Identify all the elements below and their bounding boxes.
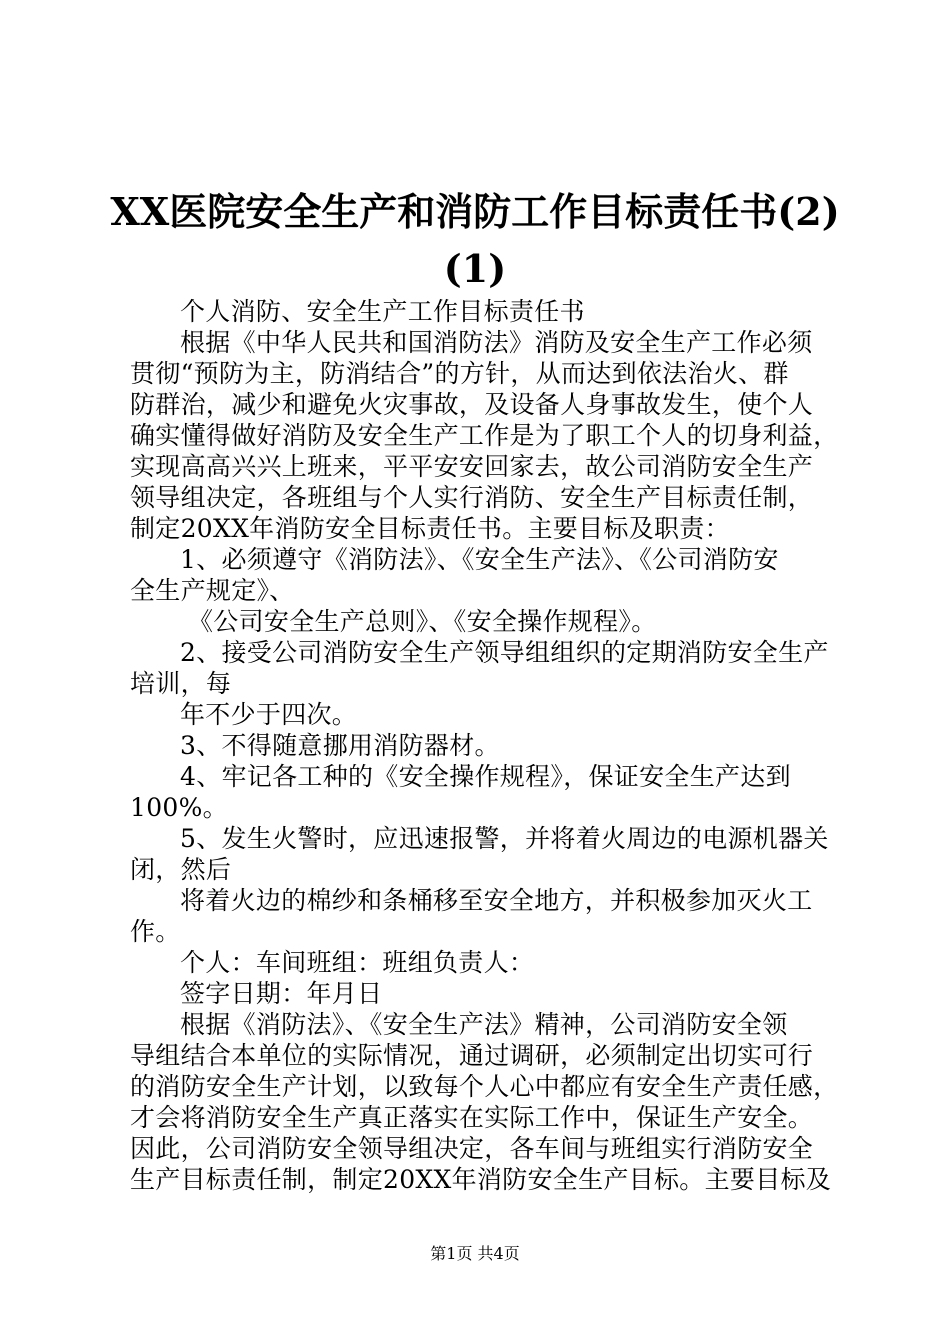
paragraph-line: 制定20XX年消防安全目标责任书。主要目标及职责： [130,514,730,543]
list-item-continued: 年不少于四次。 [180,700,358,729]
list-item-continued: 作。 [130,917,181,946]
document-title: XX医院安全生产和消防工作目标责任书(2) [110,189,840,234]
list-item-continued: 100%。 [130,793,228,822]
document-body [130,296,845,1195]
paragraph-line: 实现高高兴兴上班来，平平安安回家去，故公司消防安全生产 [130,452,814,481]
paragraph-line: 领导组决定，各班组与个人实行消防、安全生产目标责任制， [130,483,814,512]
paragraph-line: 生产目标责任制，制定20XX年消防安全生产目标。主要目标及 [130,1165,832,1194]
list-item: 3、不得随意挪用消防器材。 [180,731,500,760]
document-title-continued: (1) [443,246,507,291]
list-item: 5、发生火警时，应迅速报警，并将着火周边的电源机器关 [180,824,829,853]
list-item-continued: 《公司安全生产总则》、《安全操作规程》。 [188,607,657,636]
list-item-continued: 培训，每 [130,669,232,698]
paragraph-line: 导组结合本单位的实际情况，通过调研，必须制定出切实可行 [130,1041,814,1070]
signature-fields: 个人：车间班组：班组负责人： [180,948,535,977]
section-heading: 个人消防、安全生产工作目标责任书 [180,297,585,326]
paragraph-line: 因此，公司消防安全领导组决定，各车间与班组实行消防安全 [130,1134,814,1163]
paragraph-line: 确实懂得做好消防及安全生产工作是为了职工个人的切身利益， [130,421,839,450]
list-item-continued: 将着火边的棉纱和条桶移至安全地方，并积极参加灭火工 [180,886,813,915]
list-item: 1、必须遵守《消防法》、《安全生产法》、《公司消防安 [180,545,779,574]
list-item: 4、牢记各工种的《安全操作规程》，保证安全生产达到 [180,762,791,791]
paragraph-line: 的消防安全生产计划，以致每个人心中都应有安全生产责任感， [130,1072,839,1101]
paragraph-line: 才会将消防安全生产真正落实在实际工作中，保证生产安全。 [130,1103,814,1132]
list-item: 2、接受公司消防安全生产领导组组织的定期消防安全生产 [180,638,829,667]
page-number: 第1页 共4页 [430,1244,520,1263]
paragraph-line: 防群治，减少和避免火灾事故，及设备人身事故发生，使个人 [130,390,814,419]
paragraph-line: 贯彻“预防为主，防消结合”的方针，从而达到依法治火、群 [130,359,789,388]
paragraph-line: 根据《中华人民共和国消防法》消防及安全生产工作必须 [180,328,813,357]
signature-date: 签字日期：年月日 [180,979,383,1008]
list-item-continued: 全生产规定》、 [130,576,295,605]
list-item-continued: 闭，然后 [130,855,232,884]
paragraph-line: 根据《消防法》、《安全生产法》精神，公司消防安全领 [180,1010,788,1039]
